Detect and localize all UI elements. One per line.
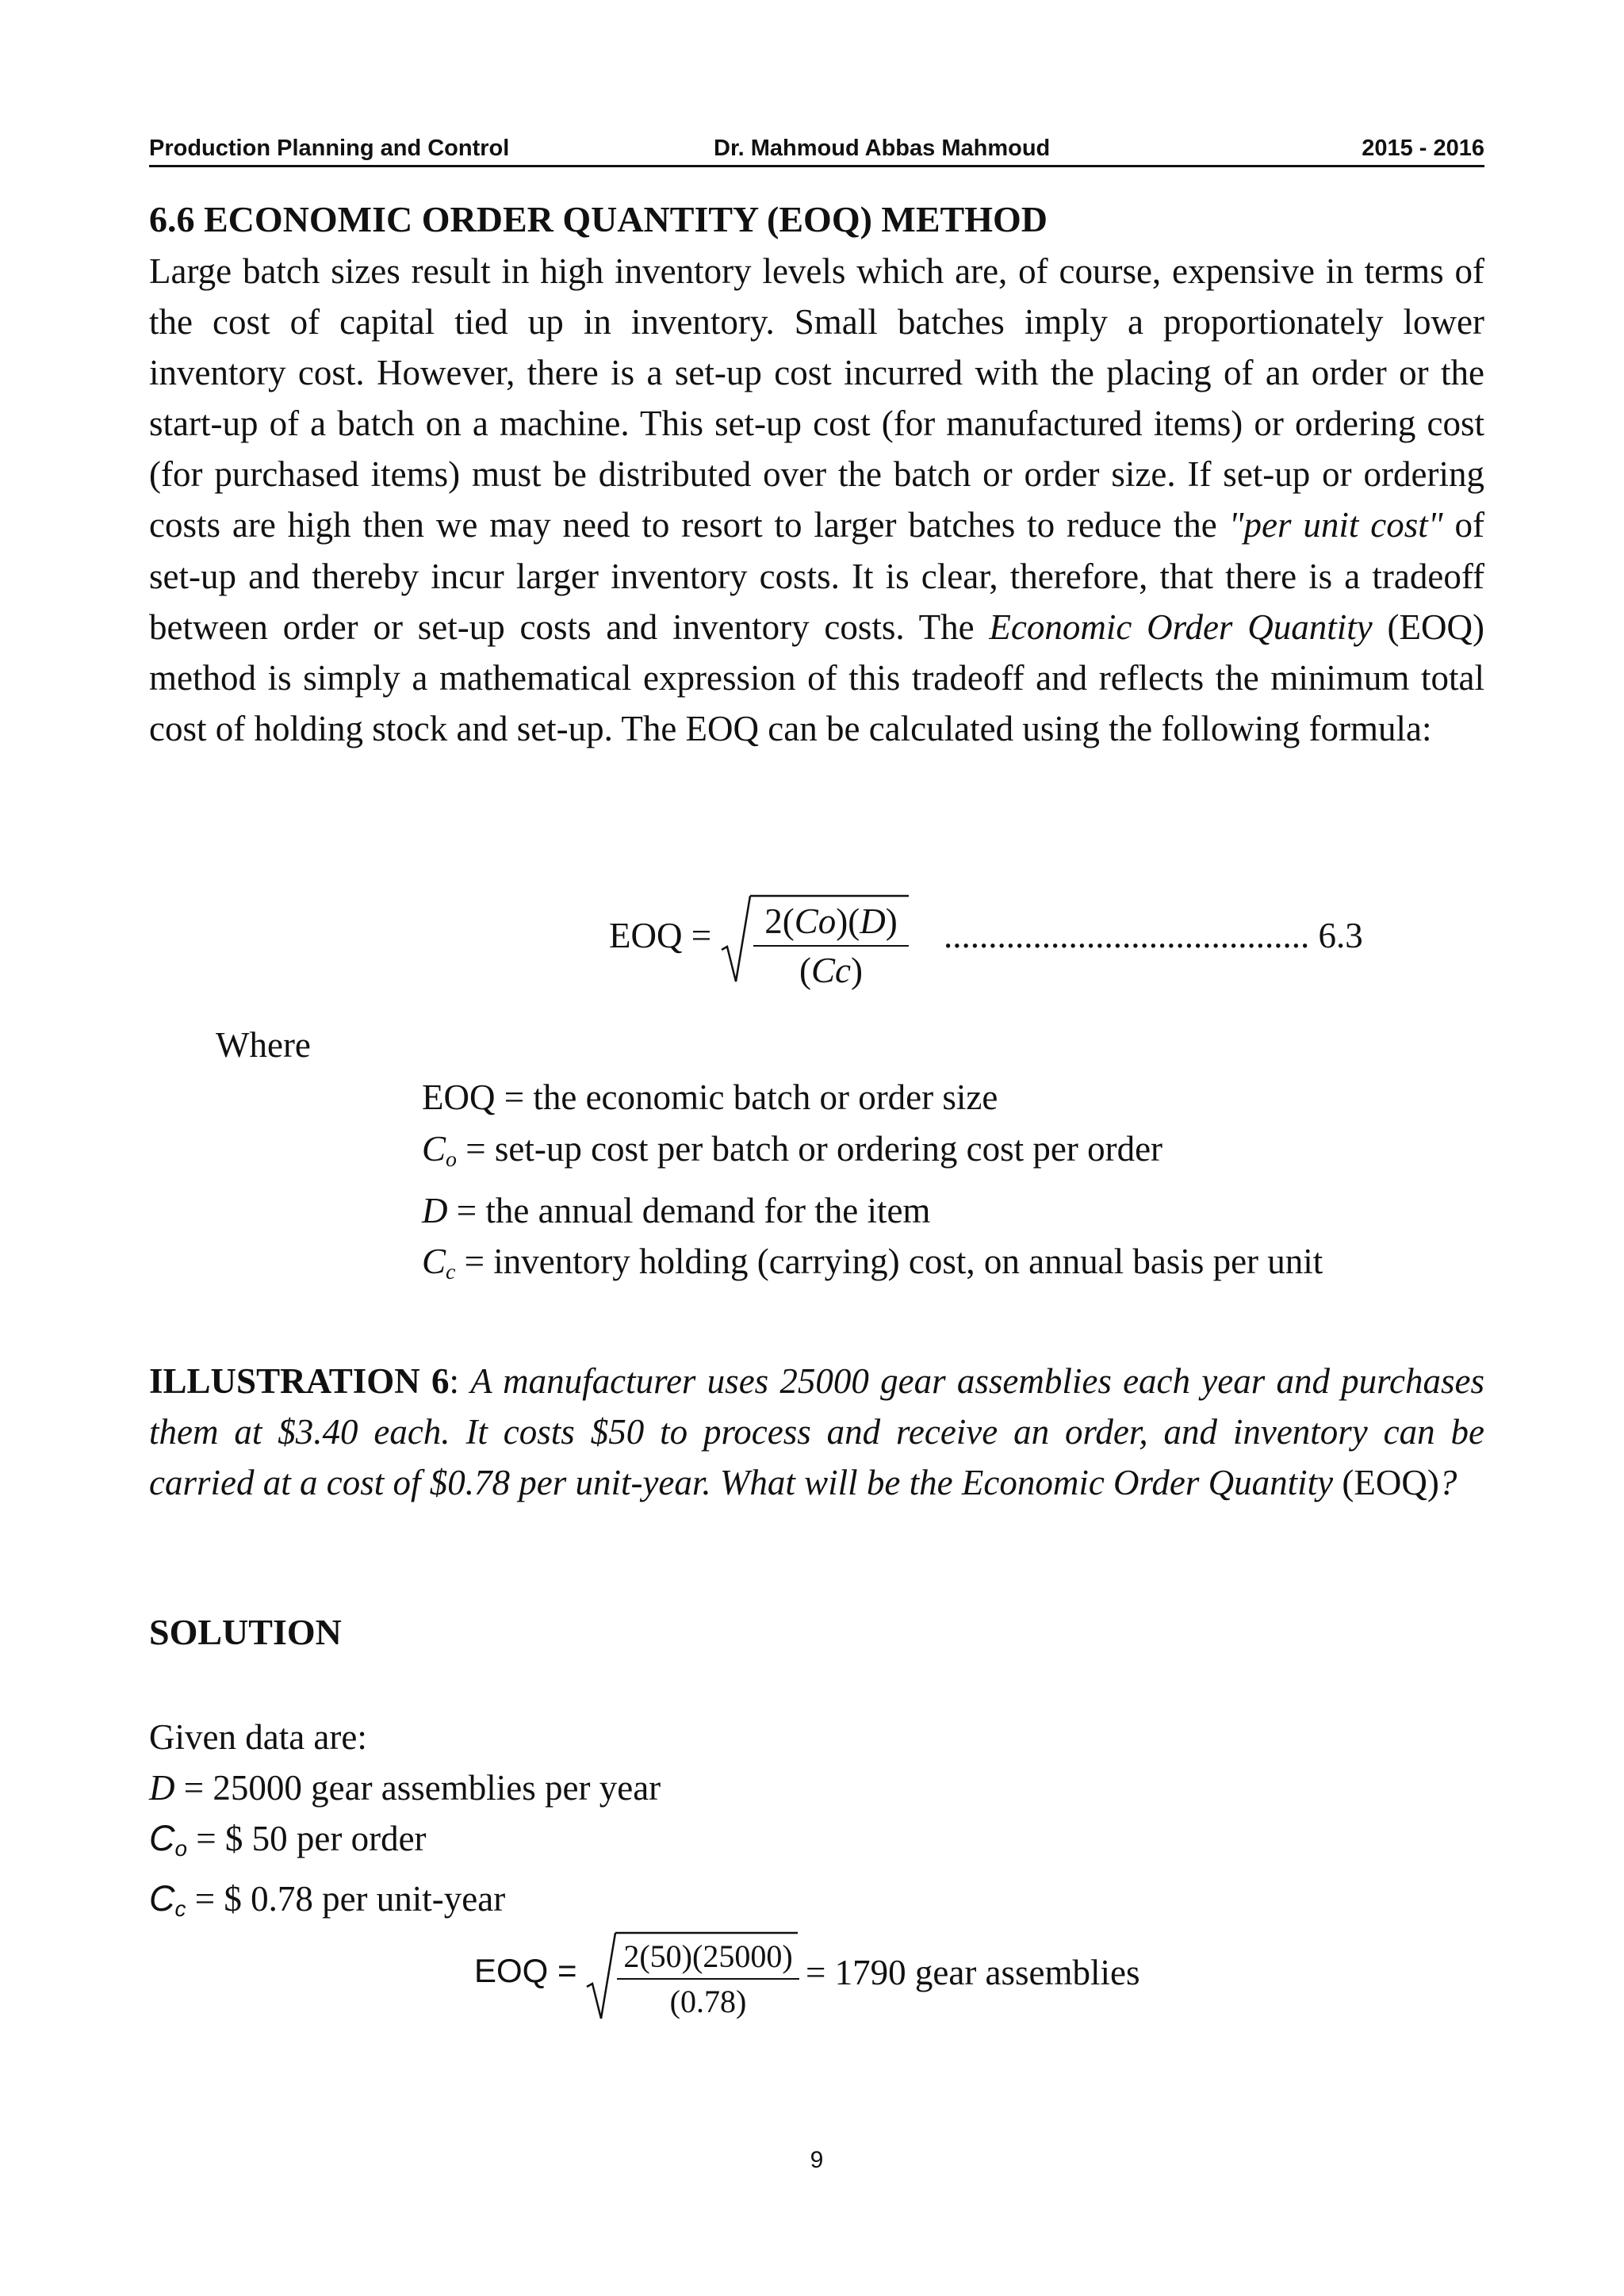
given-d <box>149 1763 661 1814</box>
page-header <box>149 133 1484 167</box>
illustration-text: A manufacturer uses 25000 gear assemblies each year and purchases them at $3.40 each. It costs $50 to process and receive an order, and inventory can be carried at a cost of $0.78 per unit-year. What will be the Economic Order Quantity <box>149 1361 1484 1503</box>
square-root-icon <box>585 1931 617 2026</box>
intro-emphasis-per-unit-cost: "per unit cost" <box>1228 505 1443 545</box>
illustration-eoq: (EOQ) <box>1333 1463 1439 1503</box>
num-part: )( <box>836 901 860 941</box>
given-label: Given data are: <box>149 1717 367 1757</box>
intro-paragraph <box>149 246 1484 754</box>
illustration-label: ILLUSTRATION 6 <box>149 1361 450 1401</box>
page-number: 9 <box>810 2147 824 2173</box>
definition-eoq: EOQ = the economic batch or order size <box>422 1077 998 1117</box>
where-label: Where <box>216 1025 311 1065</box>
eoq-calculation-lhs: EOQ = <box>474 1952 577 1989</box>
definition-cc <box>422 1236 1323 1298</box>
header-year: 2015 - 2016 <box>1362 136 1484 161</box>
section-title: 6.6 ECONOMIC ORDER QUANTITY (EOQ) METHOD <box>149 199 1048 239</box>
header-author: Dr. Mahmoud Abbas Mahmoud <box>714 136 1051 161</box>
subscript: o <box>446 1146 457 1172</box>
eoq-formula-fraction <box>753 901 909 991</box>
illustration-colon: : <box>449 1361 471 1401</box>
den-part: ( <box>799 951 811 990</box>
eoq-calculation-fraction <box>617 1938 799 2020</box>
definition-co <box>422 1123 1323 1185</box>
eoq-formula-numerator <box>753 901 909 947</box>
definition-d <box>422 1185 1323 1237</box>
intro-text-2: of set-up and thereby incur larger inventory costs. It is clear, therefore, that there is a tradeoff between order or set-up costs and inventory costs. The <box>149 505 1484 647</box>
illustration-paragraph <box>149 1356 1484 1509</box>
variable-definitions <box>422 1072 1323 1299</box>
given-data <box>149 1712 661 1934</box>
solution-heading: SOLUTION <box>149 1612 342 1652</box>
radical-bar <box>750 894 909 897</box>
given-co <box>149 1813 661 1873</box>
header-course-title: Production Planning and Control <box>149 136 510 161</box>
square-root-icon <box>720 894 752 989</box>
intro-text-1: Large batch sizes result in high inventory levels which are, of course, expensive in terms of the cost of capital tied up in inventory. Small batches imply a proportionately lower inventory cost. However, there is a set-up cost incurred with the placing of an order or the start-up of a batch on a machine. This set-up cost (for manufactured items) or ordering cost (for purchased items) must be distributed over the batch or order size. If set-up or ordering costs are high then we may need to resort to larger batches to reduce the <box>149 251 1484 545</box>
radical-bar <box>615 1931 798 1934</box>
symbol: C <box>422 1128 446 1169</box>
eoq-formula-lhs: EOQ = <box>609 916 712 955</box>
equation-reference: ......................................... 6.3 <box>944 916 1363 955</box>
intro-emphasis-eoq: Economic Order Quantity <box>989 607 1373 647</box>
subscript: c <box>446 1260 456 1285</box>
num-d: D <box>860 901 886 941</box>
num-co: Co <box>794 901 837 941</box>
illustration-qmark: ? <box>1438 1463 1457 1503</box>
symbol: D <box>149 1767 175 1808</box>
symbol: C <box>149 1878 175 1919</box>
definition-text: = the annual demand for the item <box>447 1190 931 1230</box>
symbol: D <box>422 1190 448 1230</box>
num-part: ) <box>885 901 898 941</box>
definition-text: = inventory holding (carrying) cost, on annual basis per unit <box>455 1242 1323 1282</box>
subscript: o <box>174 1835 188 1861</box>
eoq-calculation-numerator: 2(50)(25000) <box>617 1938 799 1980</box>
definition-text: = set-up cost per batch or ordering cost per order <box>456 1128 1163 1169</box>
given-cc <box>149 1873 661 1934</box>
symbol: C <box>149 1818 175 1858</box>
symbol: C <box>422 1242 446 1282</box>
den-cc: Cc <box>811 951 851 990</box>
eoq-calculation-result: = 1790 gear assemblies <box>806 1953 1140 1992</box>
given-text: = 25000 gear assemblies per year <box>174 1767 661 1808</box>
den-part: ) <box>851 951 863 990</box>
num-part: 2( <box>764 901 795 941</box>
eoq-calculation-denominator: (0.78) <box>669 1984 747 2019</box>
eoq-formula-denominator <box>753 947 909 991</box>
given-text: = $ 50 per order <box>187 1819 427 1858</box>
intro-text-3: (EOQ) method is simply a mathematical expression of this tradeoff and reflects the minimum total cost of holding stock and set-up. The EOQ can be calculated using the following formula: <box>149 607 1484 748</box>
subscript: c <box>174 1896 186 1922</box>
given-text: = $ 0.78 per unit-year <box>186 1879 506 1919</box>
